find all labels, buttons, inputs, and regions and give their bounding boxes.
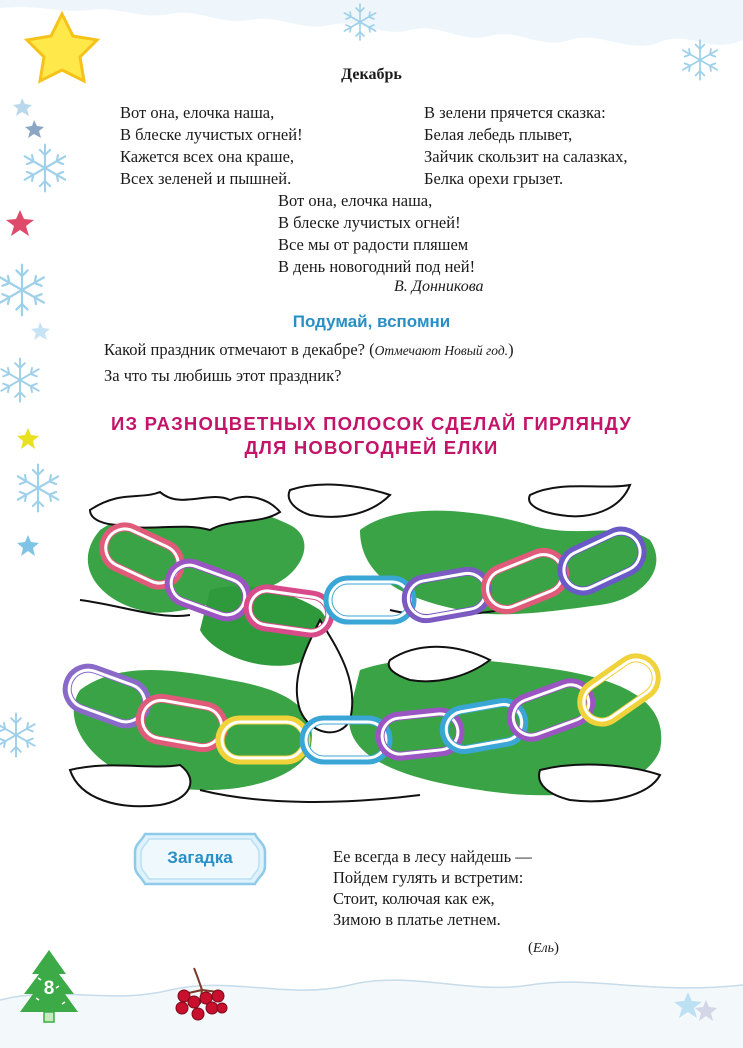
riddle-answer [528,940,559,957]
poem-line: Всех зеленей и пышней. [120,169,292,188]
riddle-line: Стоит, колючая как еж, [333,889,495,908]
riddle-answer-text: Ель [533,941,555,956]
poem-line: Белка орехи грызет. [424,169,564,188]
question-1 [104,340,514,360]
poem-line: Все мы от радости пляшем [278,235,469,254]
poem-line: В зелени прячется сказка: [424,103,606,122]
riddle-line: Зимою в платье летнем. [333,910,501,929]
poem-stanza-1 [120,102,303,190]
poem-line: Кажется всех она краше, [120,147,295,166]
riddle-label: Загадка [167,848,233,867]
answer-paren-open: ( [528,940,533,956]
poem-stanza-3 [278,190,475,278]
page-title: Декабрь [341,66,402,83]
garland-illustration [60,470,680,820]
poem-line: Вот она, елочка наша, [278,191,433,210]
poem-author: В. Донникова [394,278,484,295]
page-number: 8 [43,978,55,999]
task-heading-line-1: ИЗ РАЗНОЦВЕТНЫХ ПОЛОСОК СДЕЛАЙ ГИРЛЯНДУ [111,413,632,434]
question-answer: Отмечают Новый год. [374,343,509,358]
riddle-text [333,846,532,930]
answer-paren-close: ) [554,940,560,956]
poem-line: В блеске лучистых огней! [278,213,461,232]
rowan-berries-icon [172,964,232,1026]
poem-line: Зайчик скользит на салазках, [424,147,628,166]
riddle-line: Пойдем гулять и встретим: [333,868,524,887]
poem-line: Вот она, елочка наша, [120,103,275,122]
task-heading-line-2: ДЛЯ НОВОГОДНЕЙ ЕЛКИ [244,437,499,458]
poem-line: Белая лебедь плывет, [424,125,573,144]
poem-line: В день новогодний под ней! [278,257,476,276]
answer-paren-open: ( [369,340,375,359]
riddle-line: Ее всегда в лесу найдешь — [333,847,532,866]
poem-stanza-2 [424,102,627,190]
think-heading: Подумай, вспомни [292,312,451,331]
question-2: За что ты любишь этот праздник? [104,366,342,385]
poem-line: В блеске лучистых огней! [120,125,303,144]
question-text: Какой праздник отмечают в декабре? [104,340,365,359]
answer-paren-close: ) [508,340,514,359]
